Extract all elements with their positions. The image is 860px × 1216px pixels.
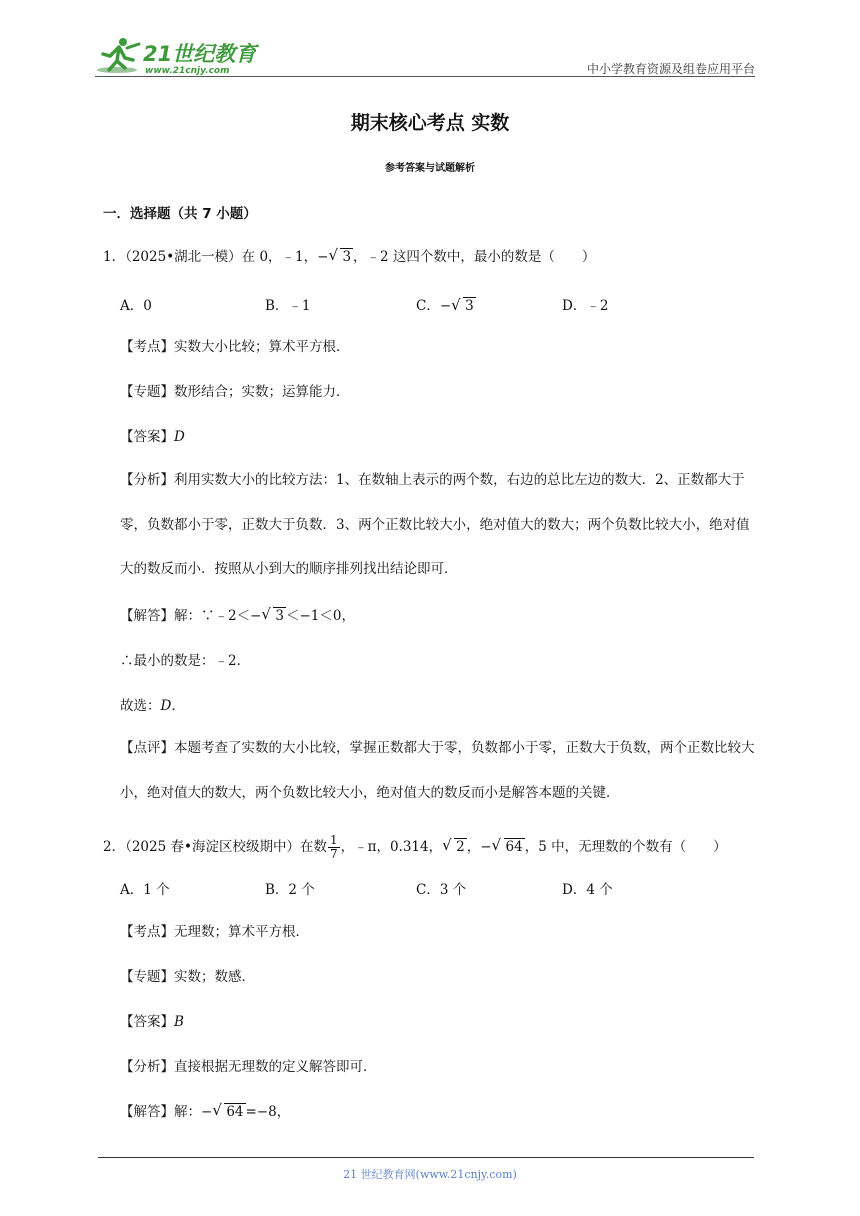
- q2-kaodian: 【考点】无理数；算术平方根．: [120, 924, 309, 940]
- q2-fenxi: 【分析】直接根据无理数的定义解答即可．: [120, 1059, 377, 1075]
- svg-text:21世纪教育: 21世纪教育: [143, 42, 257, 66]
- footer-rule: [98, 1157, 754, 1158]
- q1-result: ∴最小的数是：﹣2．: [120, 653, 251, 669]
- site-logo: [95, 34, 265, 78]
- q2-jieda: 【解答】解：−√ 64 =−8，: [120, 1102, 290, 1122]
- q2-option-b: B．2 个: [265, 882, 315, 898]
- q1-choice: 故选：D．: [120, 698, 185, 714]
- q1-zhuanti: 【专题】数形结合；实数；运算能力．: [120, 384, 350, 400]
- q1-option-b: B．﹣1: [265, 298, 311, 314]
- q2-answer: 【答案】B: [120, 1014, 184, 1030]
- svg-text:www.21cnjy.com: www.21cnjy.com: [145, 66, 230, 76]
- q1-answer: 【答案】D: [120, 429, 185, 445]
- q1-option-c: C．−√ 3: [416, 294, 476, 314]
- q2-option-c: C．3 个: [416, 882, 467, 898]
- q1-dianping: 【点评】本题考查了实数的大小比较，掌握正数都大于零，负数都小于零，正数大于负数，两个正数比较大小，绝对值大的数大，两个负数比较大小，绝对值大的数反而小是解答本题的关键．: [120, 740, 755, 801]
- q2-option-a: A．1 个: [120, 882, 170, 898]
- q1-stem: 1．（2025•湖北一模）在 0，﹣1，−√ 3 ，﹣2 这四个数中，最小的数是（ ）: [103, 247, 595, 267]
- q2-option-d: D．4 个: [562, 882, 613, 898]
- page-header: [95, 34, 755, 79]
- q2-zhuanti: 【专题】实数；数感．: [120, 969, 255, 985]
- q1-jieda: 【解答】解：∵﹣2＜−√ 3 ＜−1＜0，: [120, 606, 355, 626]
- page-subtitle: 参考答案与试题解析: [385, 163, 475, 174]
- header-rule: [95, 76, 755, 77]
- q1-option-a: A．0: [120, 298, 152, 314]
- q1-kaodian: 【考点】实数大小比较；算术平方根．: [120, 339, 350, 355]
- fraction: $\frac{1}{7}$: [329, 833, 338, 861]
- q1-option-d: D．﹣2: [562, 298, 609, 314]
- section-heading: 一．选择题（共 7 小题）: [103, 206, 257, 222]
- q2-stem: 2．（2025 春•海淀区校级期中）在数 $\frac{1}{7}$ ，﹣π，0.314，√ 2 ，−√ 64 ，5 中，无理数的个数有（ ）: [103, 834, 727, 861]
- q1-fenxi: 【分析】利用实数大小的比较方法：1、在数轴上表示的两个数，右边的总比左边的数大．2、正数都大于零，负数都小于零，正数大于负数．3、两个正数比较大小，绝对值大的数大；两个负数比较大小，绝对值大的数反而小．按照从小到大的顺序排列找出结论即可．: [120, 472, 750, 578]
- header-platform-text: 中小学教育资源及组卷应用平台: [586, 62, 755, 76]
- sqrt-symbol: √ 3: [328, 247, 353, 267]
- footer-link[interactable]: 21 世纪教育网(www.21cnjy.com): [343, 1168, 517, 1181]
- page-title: 期末核心考点 实数: [350, 112, 510, 134]
